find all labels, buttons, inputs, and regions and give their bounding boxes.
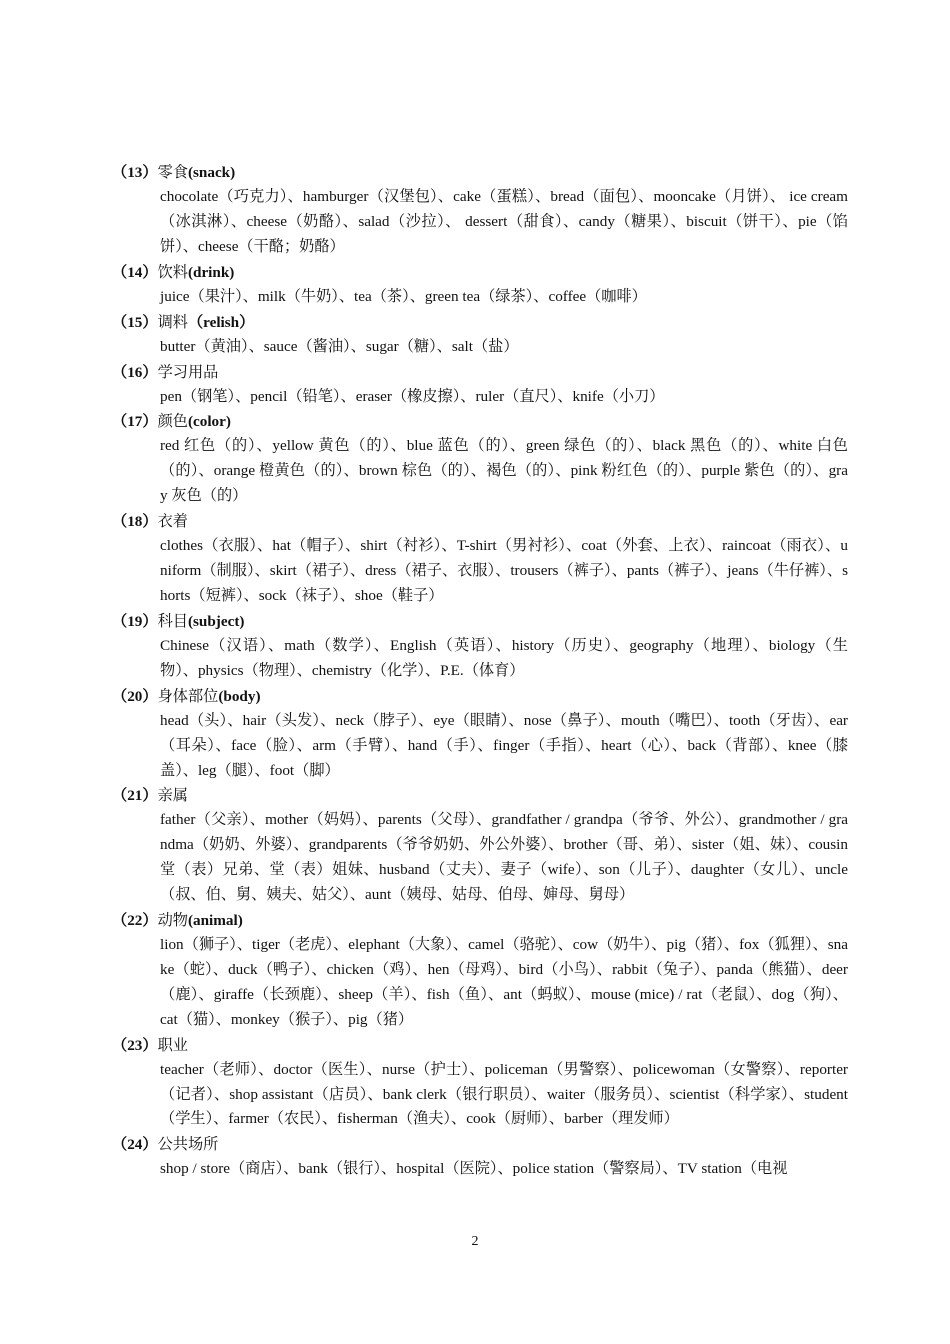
vocab-section [112, 509, 848, 609]
vocab-section [112, 1132, 848, 1182]
section-vocabulary-text: pen（钢笔）、pencil（铅笔）、eraser（橡皮擦）、ruler（直尺）、knife（小刀） [160, 387, 665, 405]
vocab-section [112, 1033, 848, 1133]
section-title-english: (subject) [187, 612, 245, 630]
section-number: （16） [112, 363, 158, 381]
section-title: 亲属 [157, 787, 188, 805]
section-title-english: (body) [218, 687, 261, 705]
section-title-english: (drink) [187, 263, 235, 281]
section-number: （24） [112, 1136, 158, 1154]
section-title: 身体部位 [157, 687, 219, 705]
section-heading [112, 1033, 848, 1058]
vocab-section [112, 783, 848, 908]
section-title-english: (color) [187, 413, 231, 431]
vocab-section [112, 260, 848, 310]
section-number: （13） [112, 164, 158, 181]
section-vocabulary-text: butter（黄油）、sauce（酱油）、sugar（糖）、salt（盐） [160, 337, 519, 355]
vocab-section [112, 409, 848, 509]
vocab-section [112, 310, 848, 360]
vocab-section [112, 684, 848, 784]
section-number: （22） [112, 912, 158, 930]
section-heading [112, 360, 848, 385]
section-number: （15） [112, 313, 158, 331]
section-number: （19） [112, 612, 158, 630]
vocab-section [112, 908, 848, 1033]
section-number: （18） [112, 513, 158, 531]
section-heading [112, 409, 848, 434]
section-vocabulary-text: head（头）、hair（头发）、neck（脖子）、eye（眼睛）、nose（鼻子）、mouth（嘴巴）、tooth（牙齿）、ear（耳朵）、face（脸）、arm（手臂）、hand（手）、finger（手指）、heart（心）、back（背部）、knee（膝盖）、leg（腿）、foot（脚） [160, 711, 848, 779]
section-vocabulary-text: teacher（老师）、doctor（医生）、nurse（护士）、policeman（男警察）、policewoman（女警察）、reporter（记者）、shop assistant（店员）、bank clerk（银行职员）、waiter（服务员）、scientist（科学家）、student（学生）、farmer（农民）、fisherman（渔夫）、cook（厨师）、barber（理发师） [160, 1060, 848, 1128]
vocab-section [112, 609, 848, 684]
section-heading [112, 684, 848, 709]
section-title: 调料 [157, 313, 188, 331]
section-heading [112, 509, 848, 534]
section-heading [112, 908, 848, 933]
section-heading [112, 783, 848, 808]
section-vocabulary-text: red 红色（的）、yellow 黄色（的）、blue 蓝色（的）、green 绿色（的）、black 黑色（的）、white 白色（的）、orange 橙黄色（的）、brown 棕色（的）、褐色（的）、pink 粉红色（的）、purple 紫色（的）、gray 灰色（的） [160, 437, 848, 505]
section-vocabulary-text: chocolate（巧克力）、hamburger（汉堡包）、cake（蛋糕）、bread（面包）、mooncake（月饼）、 ice cream（冰淇淋）、cheese（奶酪）、salad（沙拉）、 dessert（甜食）、candy（糖果）、biscuit（饼干）、pie（馅饼）、cheese（干酪；奶酪） [160, 188, 848, 255]
section-vocabulary-text: clothes（衣服）、hat（帽子）、shirt（衬衫）、T-shirt（男衬衫）、coat（外套、上衣）、raincoat（雨衣）、uniform（制服）、skirt（裙子）、dress（裙子、衣服）、trousers（裤子）、pants（裤子）、jeans（牛仔裤）、shorts（短裤）、sock（袜子）、shoe（鞋子） [160, 537, 848, 604]
section-heading [112, 310, 848, 335]
section-vocabulary-text: lion（狮子）、tiger（老虎）、elephant（大象）、camel（骆驼）、cow（奶牛）、pig（猪）、fox（狐狸）、snake（蛇）、duck（鸭子）、chicken（鸡）、hen（母鸡）、bird（小鸟）、rabbit（兔子）、panda（熊猫）、deer（鹿）、giraffe（长颈鹿）、sheep（羊）、fish（鱼）、ant（蚂蚁）、mouse (mice) / rat（老鼠）、dog（狗）、cat（猫）、monkey（猴子）、pig（猪） [160, 936, 848, 1028]
section-heading [112, 609, 848, 634]
section-number: （23） [112, 1036, 158, 1054]
section-title: 科目 [157, 612, 188, 630]
section-vocabulary-text: Chinese（汉语）、math（数学）、English（英语）、history（历史）、geography（地理）、biology（生物）、physics（物理）、chemistry（化学）、P.E.（体育） [160, 636, 848, 679]
section-vocabulary-text: juice（果汁）、milk（牛奶）、tea（茶）、green tea（绿茶）、coffee（咖啡） [160, 287, 647, 305]
vocab-section [112, 160, 848, 260]
section-vocabulary-text: father（父亲）、mother（妈妈）、parents（父母）、grandfather / grandpa（爷爷、外公）、grandmother / grandma（奶奶、外婆）、grandparents（爷爷奶奶、外公外婆）、brother（哥、弟）、sister（姐、妹）、cousin 堂（表）兄弟、堂（表）姐妹、husband（丈夫）、妻子（wife）、son（儿子）、daughter（女儿）、uncle（叔、伯、舅、姨夫、姑父）、aunt（姨母、姑母、伯母、婶母、舅母） [160, 811, 848, 904]
section-number: （21） [112, 787, 158, 805]
section-title-english: (snack) [187, 164, 236, 181]
section-title: 饮料 [157, 263, 188, 281]
section-title: 公共场所 [157, 1136, 219, 1154]
section-title: 衣着 [157, 513, 188, 531]
section-title-english: (animal) [187, 912, 243, 930]
section-heading [112, 160, 848, 185]
vocabulary-list [112, 160, 848, 1182]
section-vocabulary-text: shop / store（商店）、bank（银行）、hospital（医院）、police station（警察局）、TV station（电视 [160, 1160, 788, 1178]
section-title: 学习用品 [157, 363, 219, 381]
section-title: 动物 [157, 912, 188, 930]
vocab-section [112, 360, 848, 410]
section-title: 职业 [157, 1036, 188, 1054]
section-number: （14） [112, 263, 158, 281]
page-number: 2 [471, 1234, 479, 1249]
section-number: （17） [112, 413, 158, 431]
section-title: 零食 [157, 164, 188, 181]
section-heading [112, 1132, 848, 1157]
section-title: 颜色 [157, 413, 188, 431]
section-title-english: （relish） [187, 313, 255, 331]
section-heading [112, 260, 848, 285]
section-number: （20） [112, 687, 158, 705]
